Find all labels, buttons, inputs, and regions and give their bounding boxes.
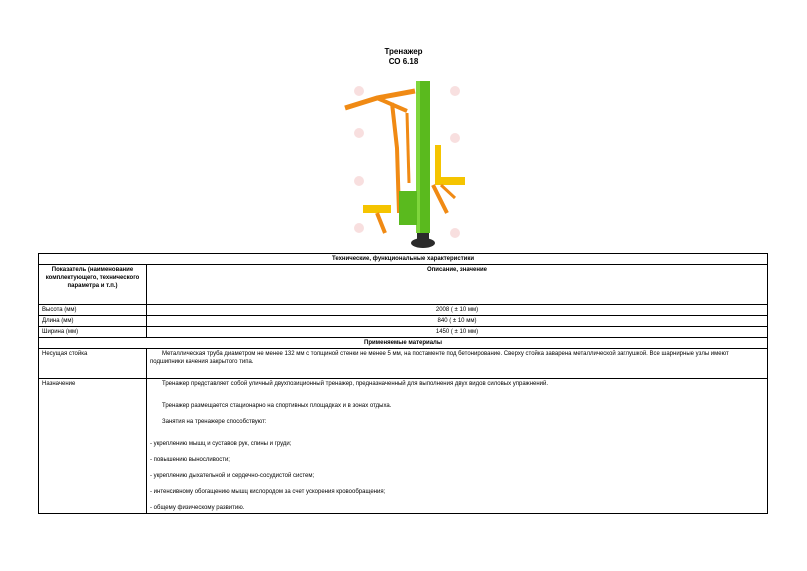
width-label: Ширина (мм) (39, 327, 147, 338)
list-item: - повышению выносливости; (150, 457, 230, 463)
list-item: - укреплению мышц и суставов рук, спины и груди; (150, 441, 292, 447)
list-item: - общему физическому развитию. (150, 505, 245, 511)
purpose-paragraph: Тренажер представляет собой уличный двухпозиционный тренажер, предназначенный для выполнения двух видов силовых упражнений. (162, 381, 549, 387)
product-model: СО 6.18 (388, 57, 419, 66)
purpose-description (147, 379, 768, 514)
support-description: Металлическая труба диаметром не менее 132 мм с толщиной стенки не менее 5 мм, на постаменте под бетонирование. Сверху стойка заварена металлической заглушкой. Все шарнирные узлы имеют подшипники качения закрытого типа. (147, 349, 768, 379)
height-label: Высота (мм) (39, 305, 147, 316)
tech-section-header: Технические, функциональные характеристики (39, 254, 768, 265)
product-title: Тренажер (384, 47, 423, 56)
purpose-paragraph: Тренажер размещается стационарно на спортивных площадках и в зонах отдыха. (162, 403, 392, 409)
width-value: 1450 ( ± 10 мм) (147, 327, 768, 338)
list-item: - укреплению дыхательной и сердечно-сосудистой систем; (150, 473, 315, 479)
list-item: - интенсивному обогащению мышц кислородом за счет ускорения кровообращения; (150, 489, 386, 495)
length-label: Длина (мм) (39, 316, 147, 327)
support-label: Несущая стойка (39, 349, 147, 379)
materials-section-header: Применяемые материалы (39, 338, 768, 349)
purpose-label: Назначение (39, 379, 147, 514)
param-column-header: Показатель (наименование комплектующего, технического параметра и т.п.) (39, 265, 147, 305)
purpose-paragraph: Занятия на тренажере способствуют: (162, 419, 267, 425)
value-column-header: Описание, значение (147, 265, 768, 305)
length-value: 840 ( ± 10 мм) (147, 316, 768, 327)
height-value: 2008 ( ± 10 мм) (147, 305, 768, 316)
trainer-illustration (337, 73, 472, 253)
spec-table (38, 253, 768, 514)
